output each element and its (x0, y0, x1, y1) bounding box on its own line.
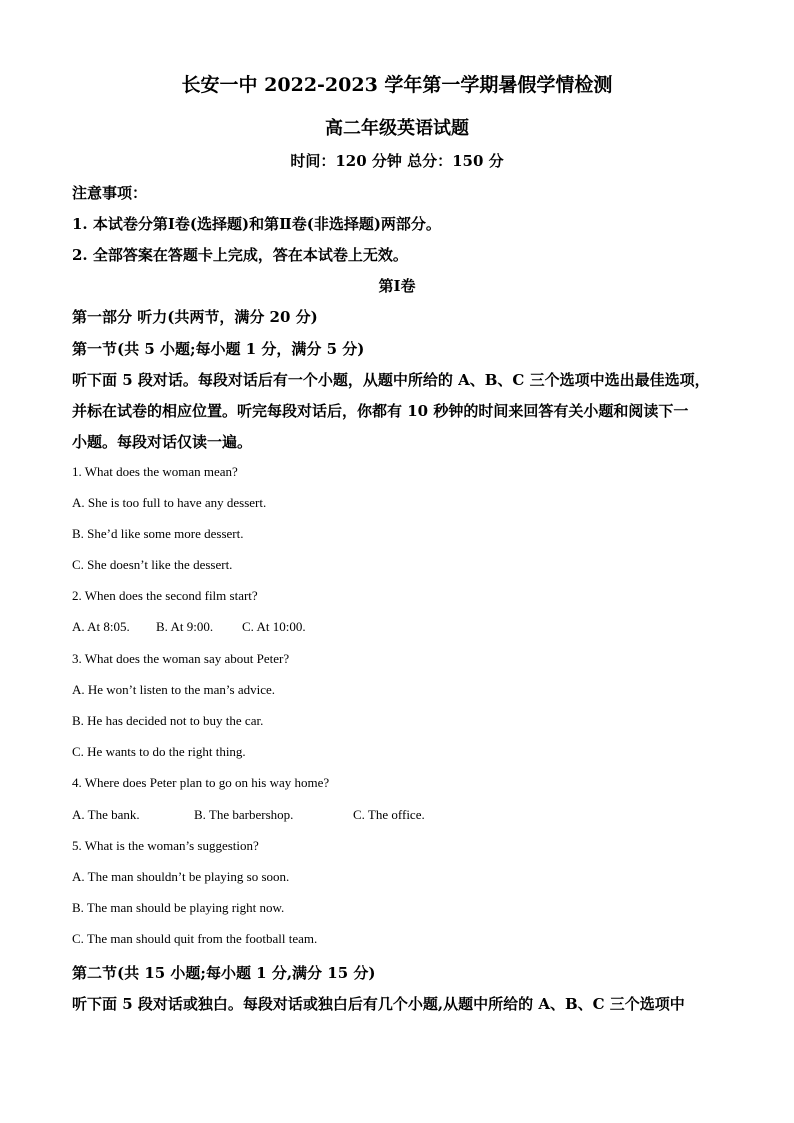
exam-title: 长安一中 2022-2023 学年第一学期暑假学情检测 (181, 74, 613, 96)
section1-instruction-line-2: 并标在试卷的相应位置。听完每段对话后，你都有 10 秒钟的时间来回答有关小题和阅读下一 (72, 402, 689, 420)
volume-title: 第Ⅰ卷 (378, 277, 416, 295)
question-4-option-c: C. The office. (353, 807, 425, 822)
question-5-option-a: A. The man shouldn’t be playing so soon. (72, 869, 290, 884)
question-1-option-a: A. She is too full to have any dessert. (72, 495, 267, 510)
question-4-stem: 4. Where does Peter plan to go on his way home? (72, 775, 330, 790)
section1-instruction-line-1: 听下面 5 段对话。每段对话后有一个小题，从题中所给的 A、B、C 三个选项中选出最佳选项， (72, 371, 710, 389)
question-4-options (72, 807, 425, 823)
question-2-options (72, 619, 306, 635)
question-4-option-a: A. The bank. (72, 807, 140, 822)
question-3-stem: 3. What does the woman say about Peter? (72, 651, 290, 666)
question-3-option-a: A. He won’t listen to the man’s advice. (72, 682, 276, 697)
notes-item-1: 1. 本试卷分第Ⅰ卷(选择题)和第Ⅱ卷(非选择题)两部分。 (72, 215, 441, 233)
question-5-option-c: C. The man should quit from the football team. (72, 931, 318, 946)
exam-time-info: 时间：120 分钟 总分：150 分 (290, 152, 504, 170)
question-4-option-b: B. The barbershop. (194, 807, 294, 822)
question-2-stem: 2. When does the second film start? (72, 588, 258, 603)
question-1-option-b: B. She’d like some more dessert. (72, 526, 244, 541)
exam-subtitle: 高二年级英语试题 (325, 118, 469, 139)
section1-title: 第一节(共 5 小题;每小题 1 分，满分 5 分) (72, 340, 365, 358)
notes-heading: 注意事项： (72, 184, 148, 202)
question-5-stem: 5. What is the woman’s suggestion? (72, 838, 259, 853)
section2-instruction: 听下面 5 段对话或独白。每段对话或独白后有几个小题,从题中所给的 A、B、C 三个选项中 (72, 995, 685, 1013)
question-2-option-c: C. At 10:00. (242, 619, 306, 634)
question-1-stem: 1. What does the woman mean? (72, 464, 238, 479)
section1-instruction-line-3: 小题。每段对话仅读一遍。 (72, 433, 253, 451)
question-2-option-a: A. At 8:05. (72, 619, 130, 634)
notes-item-2: 2. 全部答案在答题卡上完成，答在本试卷上无效。 (72, 246, 408, 264)
section2-title: 第二节(共 15 小题;每小题 1 分,满分 15 分) (72, 964, 376, 982)
question-3-option-b: B. He has decided not to buy the car. (72, 713, 264, 728)
question-1-option-c: C. She doesn’t like the dessert. (72, 557, 233, 572)
question-5-option-b: B. The man should be playing right now. (72, 900, 285, 915)
part1-title: 第一部分 听力(共两节，满分 20 分) (72, 308, 318, 326)
question-3-option-c: C. He wants to do the right thing. (72, 744, 246, 759)
question-2-option-b: B. At 9:00. (156, 619, 214, 634)
